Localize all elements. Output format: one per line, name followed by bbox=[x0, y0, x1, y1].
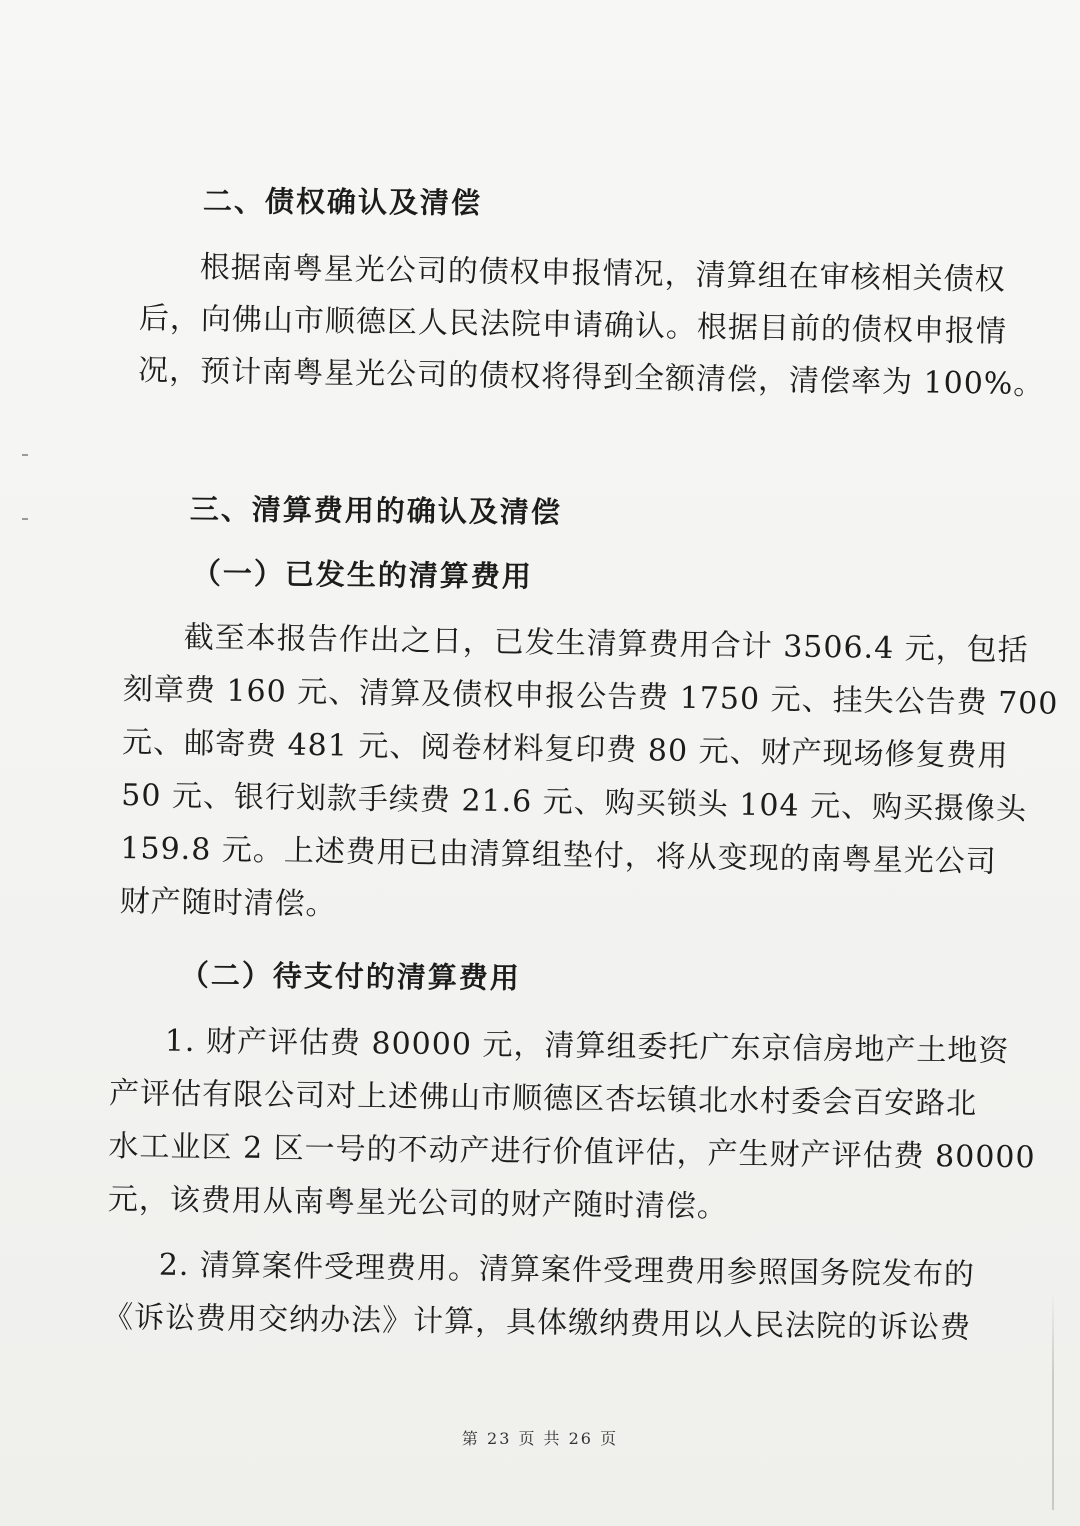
scan-edge-mark bbox=[22, 518, 28, 520]
subsection-heading-incurred-costs: （一）已发生的清算费用 bbox=[191, 556, 534, 594]
text-line: 刻章费 160 元、清算及债权申报公告费 1750 元、挂失公告费 700 bbox=[122, 671, 1059, 722]
text-line: 后，向佛山市顺德区人民法院申请确认。根据目前的债权申报情 bbox=[138, 300, 1008, 350]
scan-edge-shadow bbox=[1052, 1290, 1054, 1510]
section-heading-liquidation-costs: 三、清算费用的确认及清偿 bbox=[189, 492, 563, 530]
text-line: 况，预计南粤星光公司的债权将得到全额清偿，清偿率为 100%。 bbox=[137, 352, 1045, 403]
section-heading-debt-confirmation: 二、债权确认及清偿 bbox=[202, 184, 483, 220]
page-number: 第 23 页 共 26 页 bbox=[461, 1429, 619, 1448]
text-line: 159.8 元。上述费用已由清算组垫付，将从变现的南粤星光公司 bbox=[120, 830, 998, 880]
text-line: 产评估有限公司对上述佛山市顺德区杏坛镇北水村委会百安路北 bbox=[108, 1075, 978, 1122]
subsection-heading-pending-costs: （二）待支付的清算费用 bbox=[179, 958, 522, 995]
text-line: 元，该费用从南粤星光公司的财产随时清偿。 bbox=[107, 1181, 729, 1225]
paragraph-appraisal-fee bbox=[107, 1023, 1037, 1226]
paragraph-incurred-costs bbox=[119, 619, 1059, 932]
text-line: 水工业区 2 区一号的不动产进行价值评估，产生财产评估费 80000 bbox=[108, 1128, 1036, 1176]
text-line: 1. 财产评估费 80000 元，清算组委托广东京信房地产土地资 bbox=[164, 1023, 1010, 1069]
scan-edge-mark bbox=[22, 454, 28, 456]
text-line: 50 元、银行划款手续费 21.6 元、购买锁头 104 元、购买摄像头 bbox=[120, 777, 1028, 828]
text-line: 截至本报告作出之日，已发生清算费用合计 3506.4 元，包括 bbox=[183, 619, 1029, 669]
text-line: 《诉讼费用交纳办法》计算，具体缴纳费用以人民法院的诉讼费 bbox=[102, 1299, 972, 1346]
text-line: 元、邮寄费 481 元、阅卷材料复印费 80 元、财产现场修复费用 bbox=[121, 724, 1009, 774]
text-line: 根据南粤星光公司的债权申报情况，清算组在审核相关债权 bbox=[199, 249, 1006, 298]
text-line: 2. 清算案件受理费用。清算案件受理费用参照国务院发布的 bbox=[158, 1247, 976, 1293]
text-line: 财产随时清偿。 bbox=[119, 883, 337, 923]
paragraph-case-acceptance-fee bbox=[102, 1247, 976, 1346]
paragraph-debt-confirmation bbox=[137, 249, 1046, 403]
